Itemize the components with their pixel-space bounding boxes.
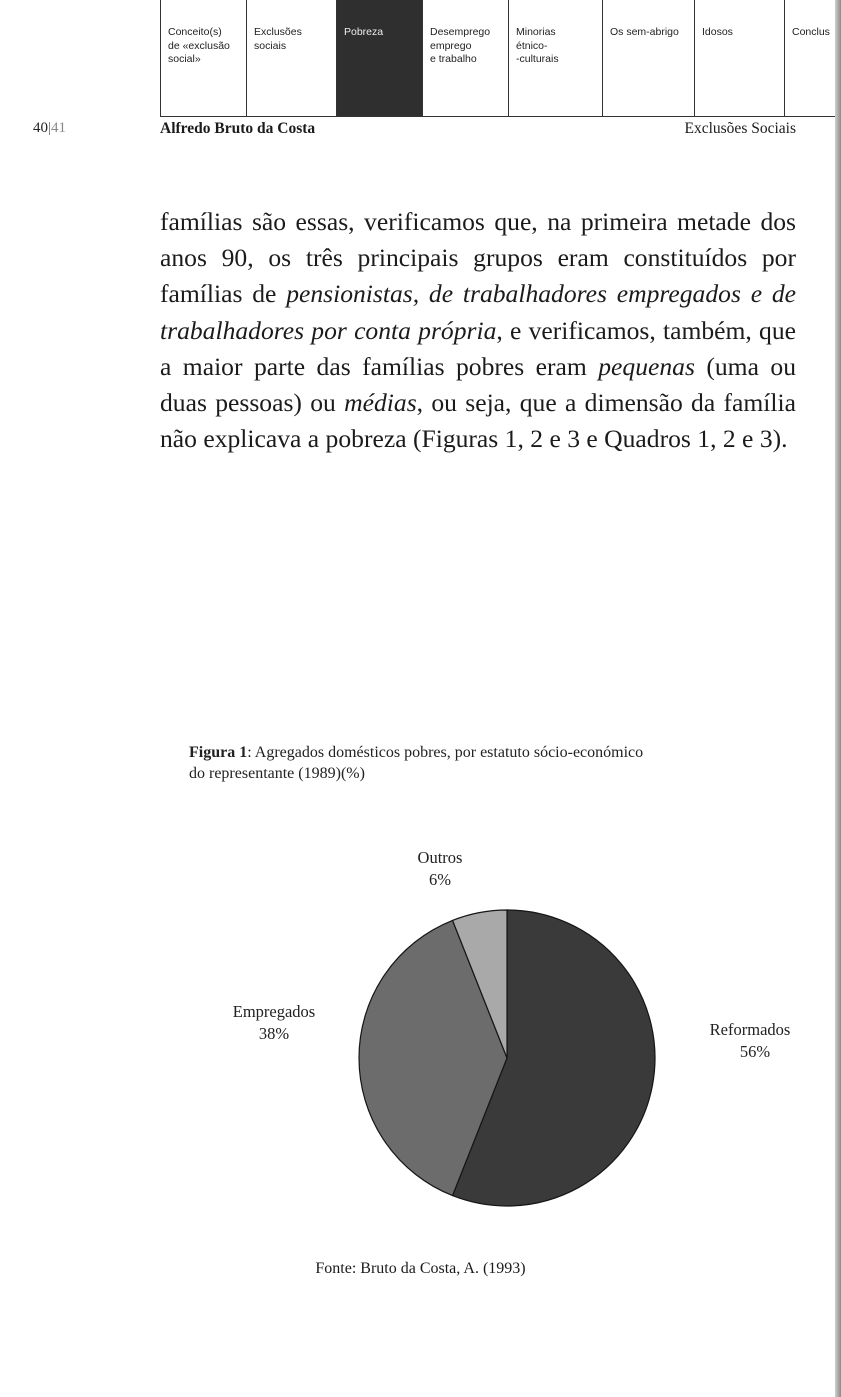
tab-desemprego-emprego-trabalho[interactable]	[422, 0, 508, 116]
tab-label-line: Os sem-abrigo	[610, 26, 679, 38]
body-text: famílias são essas, verificamos que, na primeira metade dos anos 90, os três principais grupos eram constituídos por famílias de	[160, 207, 796, 309]
body-text: (uma ou duas pessoas) ou	[160, 351, 796, 418]
body-italic-text: médias	[344, 388, 417, 418]
body-text: , e verificamos, também, que a maior parte das famílias pobres eram	[160, 315, 796, 381]
tab-label-line: Idosos	[702, 26, 733, 38]
tab-label-line: social»	[168, 53, 201, 65]
tab-label-line: Conclus	[792, 26, 830, 38]
pie-label-reformados	[690, 1019, 810, 1063]
page-number-separator: |	[48, 120, 52, 136]
running-header-author: Alfredo Bruto da Costa	[160, 120, 316, 137]
tab-label-line: de «exclusão	[168, 39, 230, 52]
pie-slice-reformados	[453, 910, 655, 1206]
body-text: , ou seja, que a dimensão da família não explicava a pobreza (Figuras 1, 2 e 3 e Quadros 1, 2 e 3).	[160, 388, 796, 454]
tab-label-line: Minorias	[516, 26, 556, 38]
tab-bar-divider	[160, 116, 841, 117]
pie-label-outros	[395, 847, 485, 891]
running-header-book-title: Exclusões Sociais	[684, 120, 796, 137]
tab-label-line: emprego	[430, 39, 472, 52]
tab-minorias-etnico-culturais[interactable]	[508, 0, 602, 116]
page-edge-shadow	[835, 0, 841, 1397]
tab-pobreza[interactable]	[336, 0, 422, 116]
tab-conclusao[interactable]	[784, 0, 841, 116]
pie-label-empregados	[214, 1001, 334, 1045]
figure-source: Fonte: Bruto da Costa, A. (1993)	[315, 1260, 526, 1277]
tab-conceitos-exclusao-social[interactable]	[160, 0, 246, 116]
tab-label-line: Desemprego	[430, 26, 491, 38]
section-tab-bar	[160, 0, 841, 116]
paragraph	[160, 204, 796, 457]
figure-title: : Agregados domésticos pobres, por estatuto sócio-económico do representante (1989)(%)	[189, 744, 644, 782]
tab-idosos[interactable]	[694, 0, 784, 116]
body-italic-text: pequenas	[598, 351, 695, 381]
pie-slice-empregados	[359, 920, 507, 1195]
tab-os-sem-abrigo[interactable]	[602, 0, 694, 116]
slice-label-name: Empregados	[232, 1002, 316, 1021]
tab-label-line: sociais	[254, 39, 287, 52]
figure-label: Figura 1	[189, 744, 248, 761]
slice-label-value: 56%	[739, 1042, 771, 1061]
body-paragraph	[160, 204, 796, 457]
tab-label-line: étnico-	[516, 39, 548, 52]
body-italic-text: pensionistas, de trabalhadores empregados e de trabalhadores por conta própria	[160, 279, 796, 345]
tab-label-line: e trabalho	[430, 53, 477, 65]
page-numbers	[33, 120, 66, 137]
slice-label-value: 6%	[429, 870, 451, 889]
tab-label-line: Exclusões	[254, 26, 302, 38]
slice-label-name: Outros	[417, 848, 463, 867]
tab-label-line: Conceito(s)	[168, 26, 222, 38]
tab-exclusoes-sociais[interactable]	[246, 0, 336, 116]
figure-caption	[189, 742, 649, 784]
slice-label-name: Reformados	[709, 1020, 791, 1039]
page-number-left: 40	[33, 120, 48, 136]
tab-label-line: -culturais	[516, 53, 559, 65]
page-number-right: 41	[51, 120, 67, 136]
tab-label-line: Pobreza	[344, 26, 384, 38]
slice-label-value: 38%	[258, 1024, 290, 1043]
pie-slice-outros	[453, 910, 507, 1058]
